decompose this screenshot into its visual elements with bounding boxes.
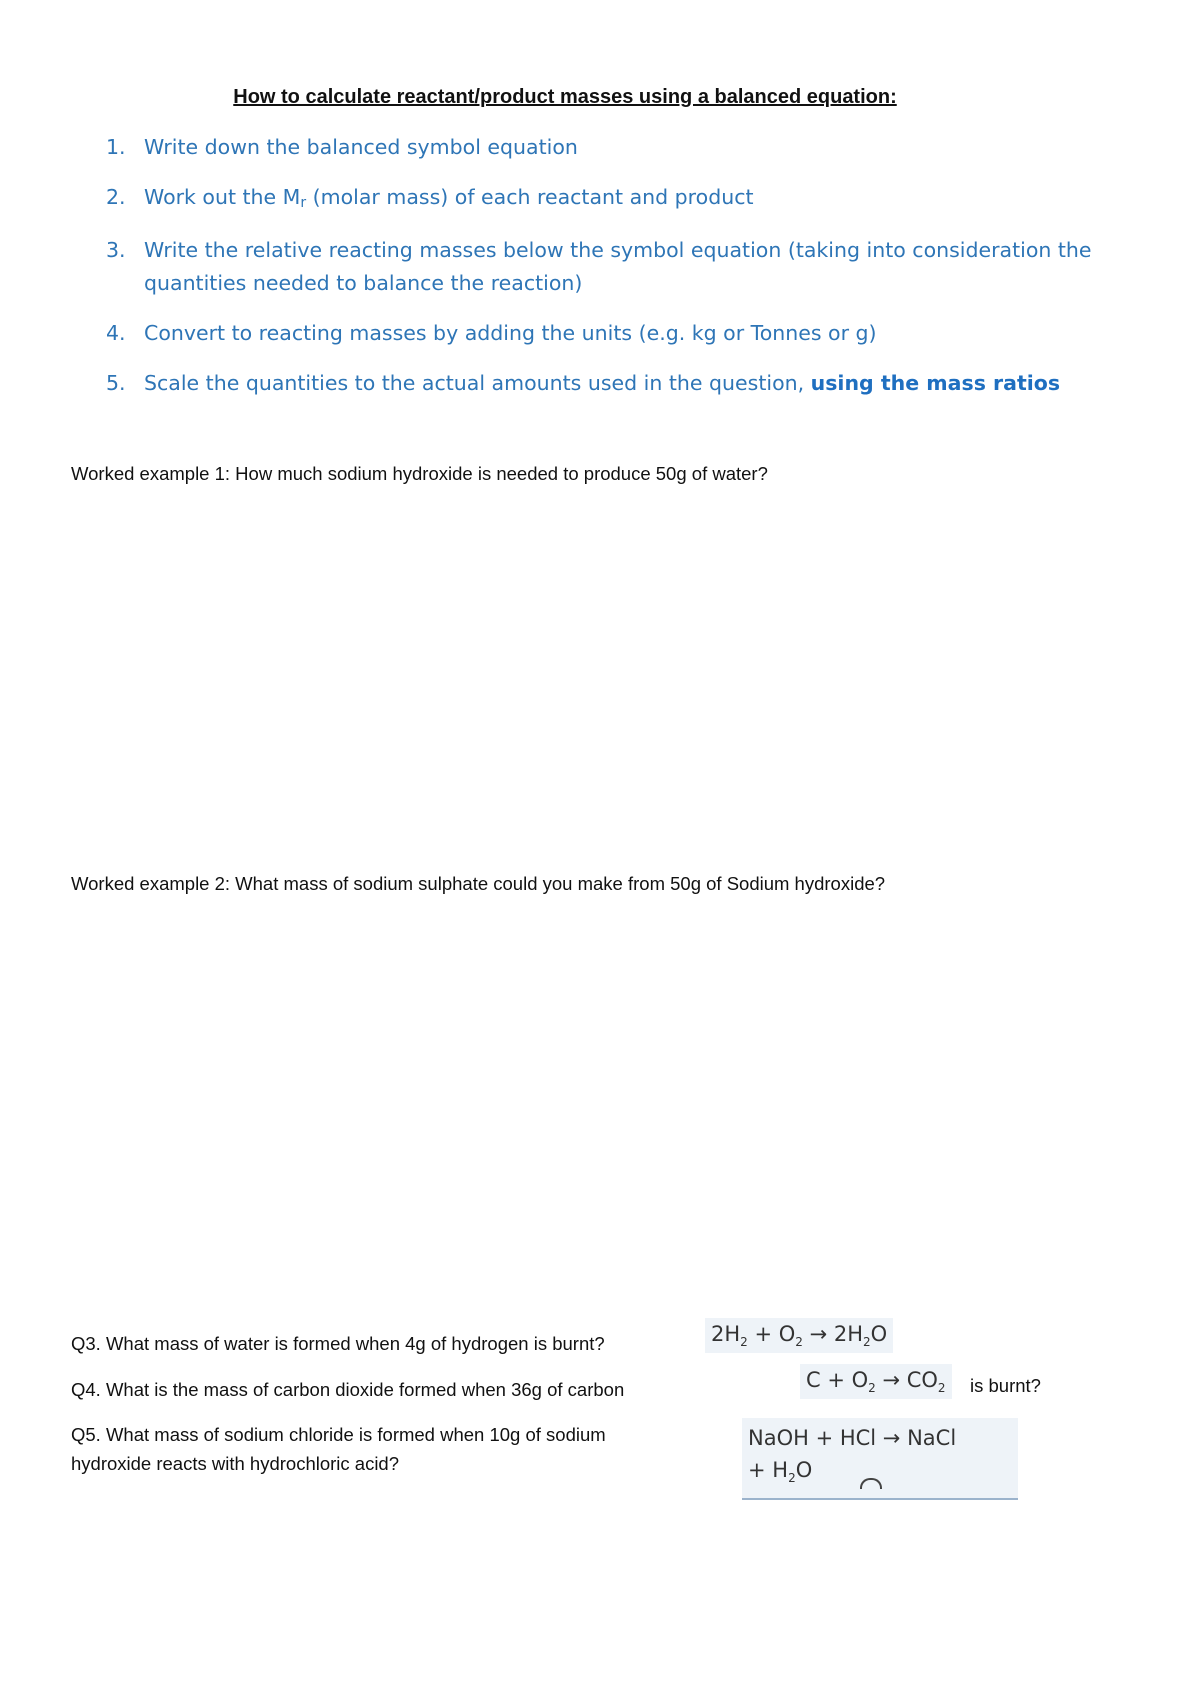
eq-sub: 2: [740, 1335, 748, 1349]
question-5-line-1: Q5. What mass of sodium chloride is formed when 10g of sodium: [71, 1424, 606, 1445]
step-text: Scale the quantities to the actual amounts used in the question,: [144, 371, 811, 395]
eq-part: → 2H: [802, 1322, 864, 1346]
worked-example-1: Worked example 1: How much sodium hydroxide is needed to produce 50g of water?: [71, 463, 768, 484]
step-item: [106, 367, 1106, 400]
equation-carbon-oxygen: [800, 1364, 952, 1399]
step-number: 1.: [106, 135, 126, 159]
page-title: How to calculate reactant/product masses using a balanced equation:: [233, 86, 897, 108]
question-4: Q4. What is the mass of carbon dioxide formed when 36g of carbon: [71, 1379, 625, 1400]
question-5: [71, 1420, 606, 1478]
eq-part: O: [795, 1458, 813, 1482]
question-5-line-2: hydroxide reacts with hydrochloric acid?: [71, 1453, 400, 1474]
step-emphasis: using the mass ratios: [810, 371, 1061, 395]
step-item: [106, 234, 1106, 300]
eq-sub: 2: [868, 1381, 876, 1395]
equation-hydrogen-oxygen: [705, 1318, 893, 1353]
step-text: Convert to reacting masses by adding the units (e.g. kg or Tonnes or g): [144, 321, 877, 345]
steps-list: [106, 131, 1106, 417]
eq-part: C + O: [806, 1368, 869, 1392]
eq-part: → CO: [875, 1368, 938, 1392]
step-text-after: (molar mass) of each reactant and product: [306, 185, 754, 209]
eq-part: O: [870, 1322, 888, 1346]
step-number: 4.: [106, 321, 126, 345]
eq-sub: 2: [863, 1335, 871, 1349]
step-item: [106, 317, 1106, 350]
step-text: Work out the M: [144, 185, 301, 209]
question-3: Q3. What mass of water is formed when 4g of hydrogen is burnt?: [71, 1333, 605, 1354]
worked-example-2: Worked example 2: What mass of sodium sulphate could you make from 50g of Sodium hydroxide?: [71, 873, 886, 894]
step-number: 5.: [106, 371, 126, 395]
step-item: [106, 131, 1106, 164]
eq-sub: 2: [795, 1335, 803, 1349]
step-subscript: r: [300, 195, 307, 211]
eq-part: 2H: [711, 1322, 741, 1346]
step-text: Write the relative reacting masses below the symbol equation (taking into consideration the quantities needed to balance the reaction): [144, 238, 1092, 295]
step-item: [106, 181, 1106, 217]
question-4-tail: is burnt?: [970, 1375, 1041, 1396]
arc-mark-icon: [860, 1478, 882, 1489]
eq-sub: 2: [937, 1381, 946, 1395]
eq-part: + O: [747, 1322, 796, 1346]
step-number: 3.: [106, 238, 126, 262]
eq-part: + H: [748, 1458, 789, 1482]
step-text: Write down the balanced symbol equation: [144, 135, 578, 159]
step-number: 2.: [106, 185, 126, 209]
eq-line-1: NaOH + HCl → NaCl: [748, 1426, 957, 1450]
eq-sub: 2: [788, 1471, 796, 1485]
